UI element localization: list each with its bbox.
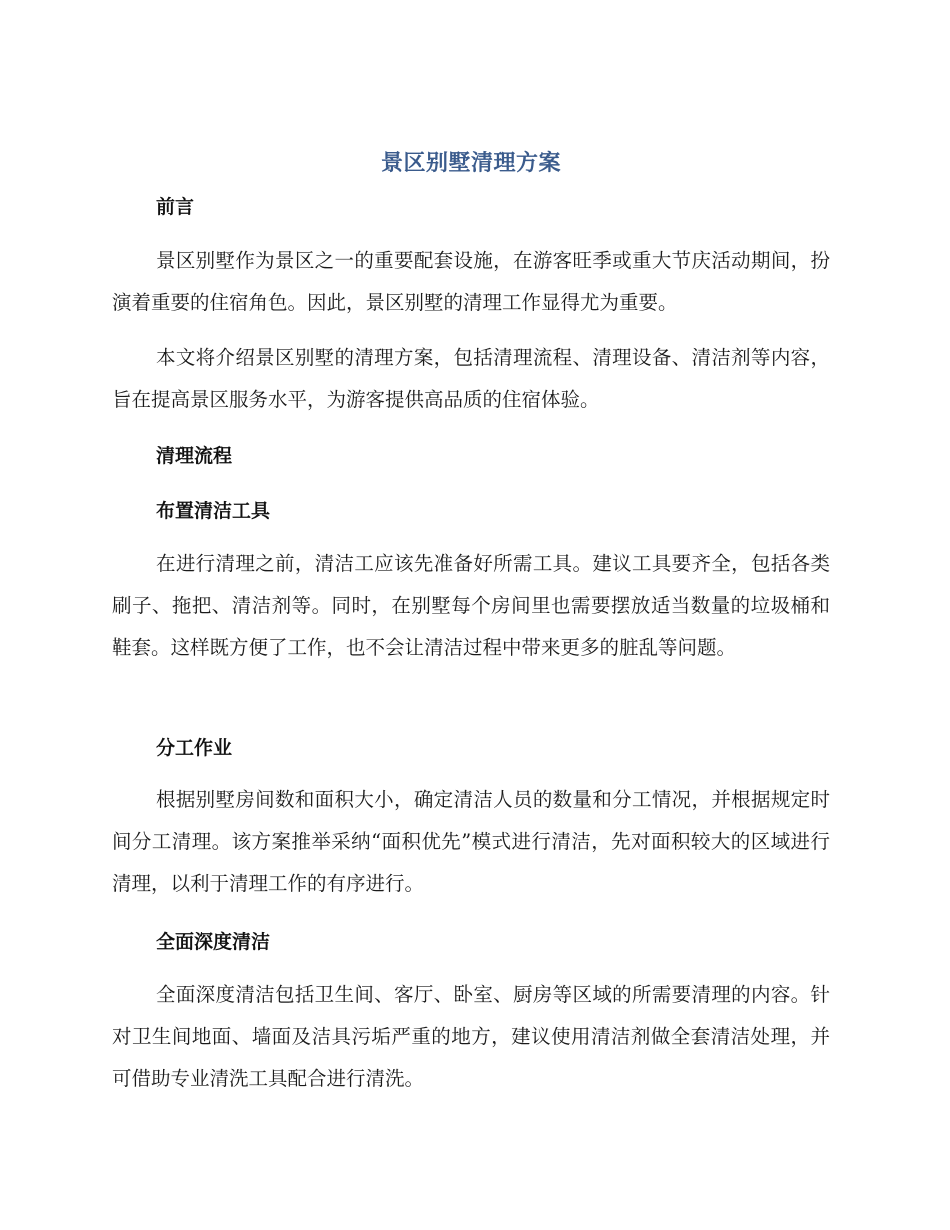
heading-deep-clean: 全面深度清洁 xyxy=(156,931,271,953)
paragraph-preface-1: 景区别墅作为景区之一的重要配套设施，在游客旺季或重大节庆活动期间，扮演着重要的住宿角色。因此，景区别墅的清理工作显得尤为重要。 xyxy=(112,249,830,314)
paragraph-preface-2: 本文将介绍景区别墅的清理方案，包括清理流程、清理设备、清洁剂等内容，旨在提高景区服务水平，为游客提供高品质的住宿体验。 xyxy=(112,346,830,411)
heading-preface: 前言 xyxy=(156,196,195,218)
heading-process: 清理流程 xyxy=(156,445,233,467)
paragraph-deep-clean-1: 全面深度清洁包括卫生间、客厅、卧室、厨房等区域的所需要清理的内容。针对卫生间地面、墙面及洁具污垢严重的地方，建议使用清洁剂做全套清洁处理，并可借助专业清洗工具配合进行清洗。 xyxy=(112,983,830,1090)
page-title: 景区别墅清理方案 xyxy=(380,151,561,176)
paragraph-division-1: 根据别墅房间数和面积大小，确定清洁人员的数量和分工情况，并根据规定时间分工清理。该方案推举采纳“面积优先”模式进行清洁，先对面积较大的区域进行清理，以利于清理工作的有序进行。 xyxy=(112,788,830,895)
heading-tools: 布置清洁工具 xyxy=(156,500,271,522)
paragraph-tools-1: 在进行清理之前，清洁工应该先准备好所需工具。建议工具要齐全，包括各类刷子、拖把、清洁剂等。同时，在别墅每个房间里也需要摆放适当数量的垃圾桶和鞋套。这样既方便了工作，也不会让清洁过程中带来更多的脏乱等问题。 xyxy=(112,552,830,659)
heading-division: 分工作业 xyxy=(156,737,233,759)
